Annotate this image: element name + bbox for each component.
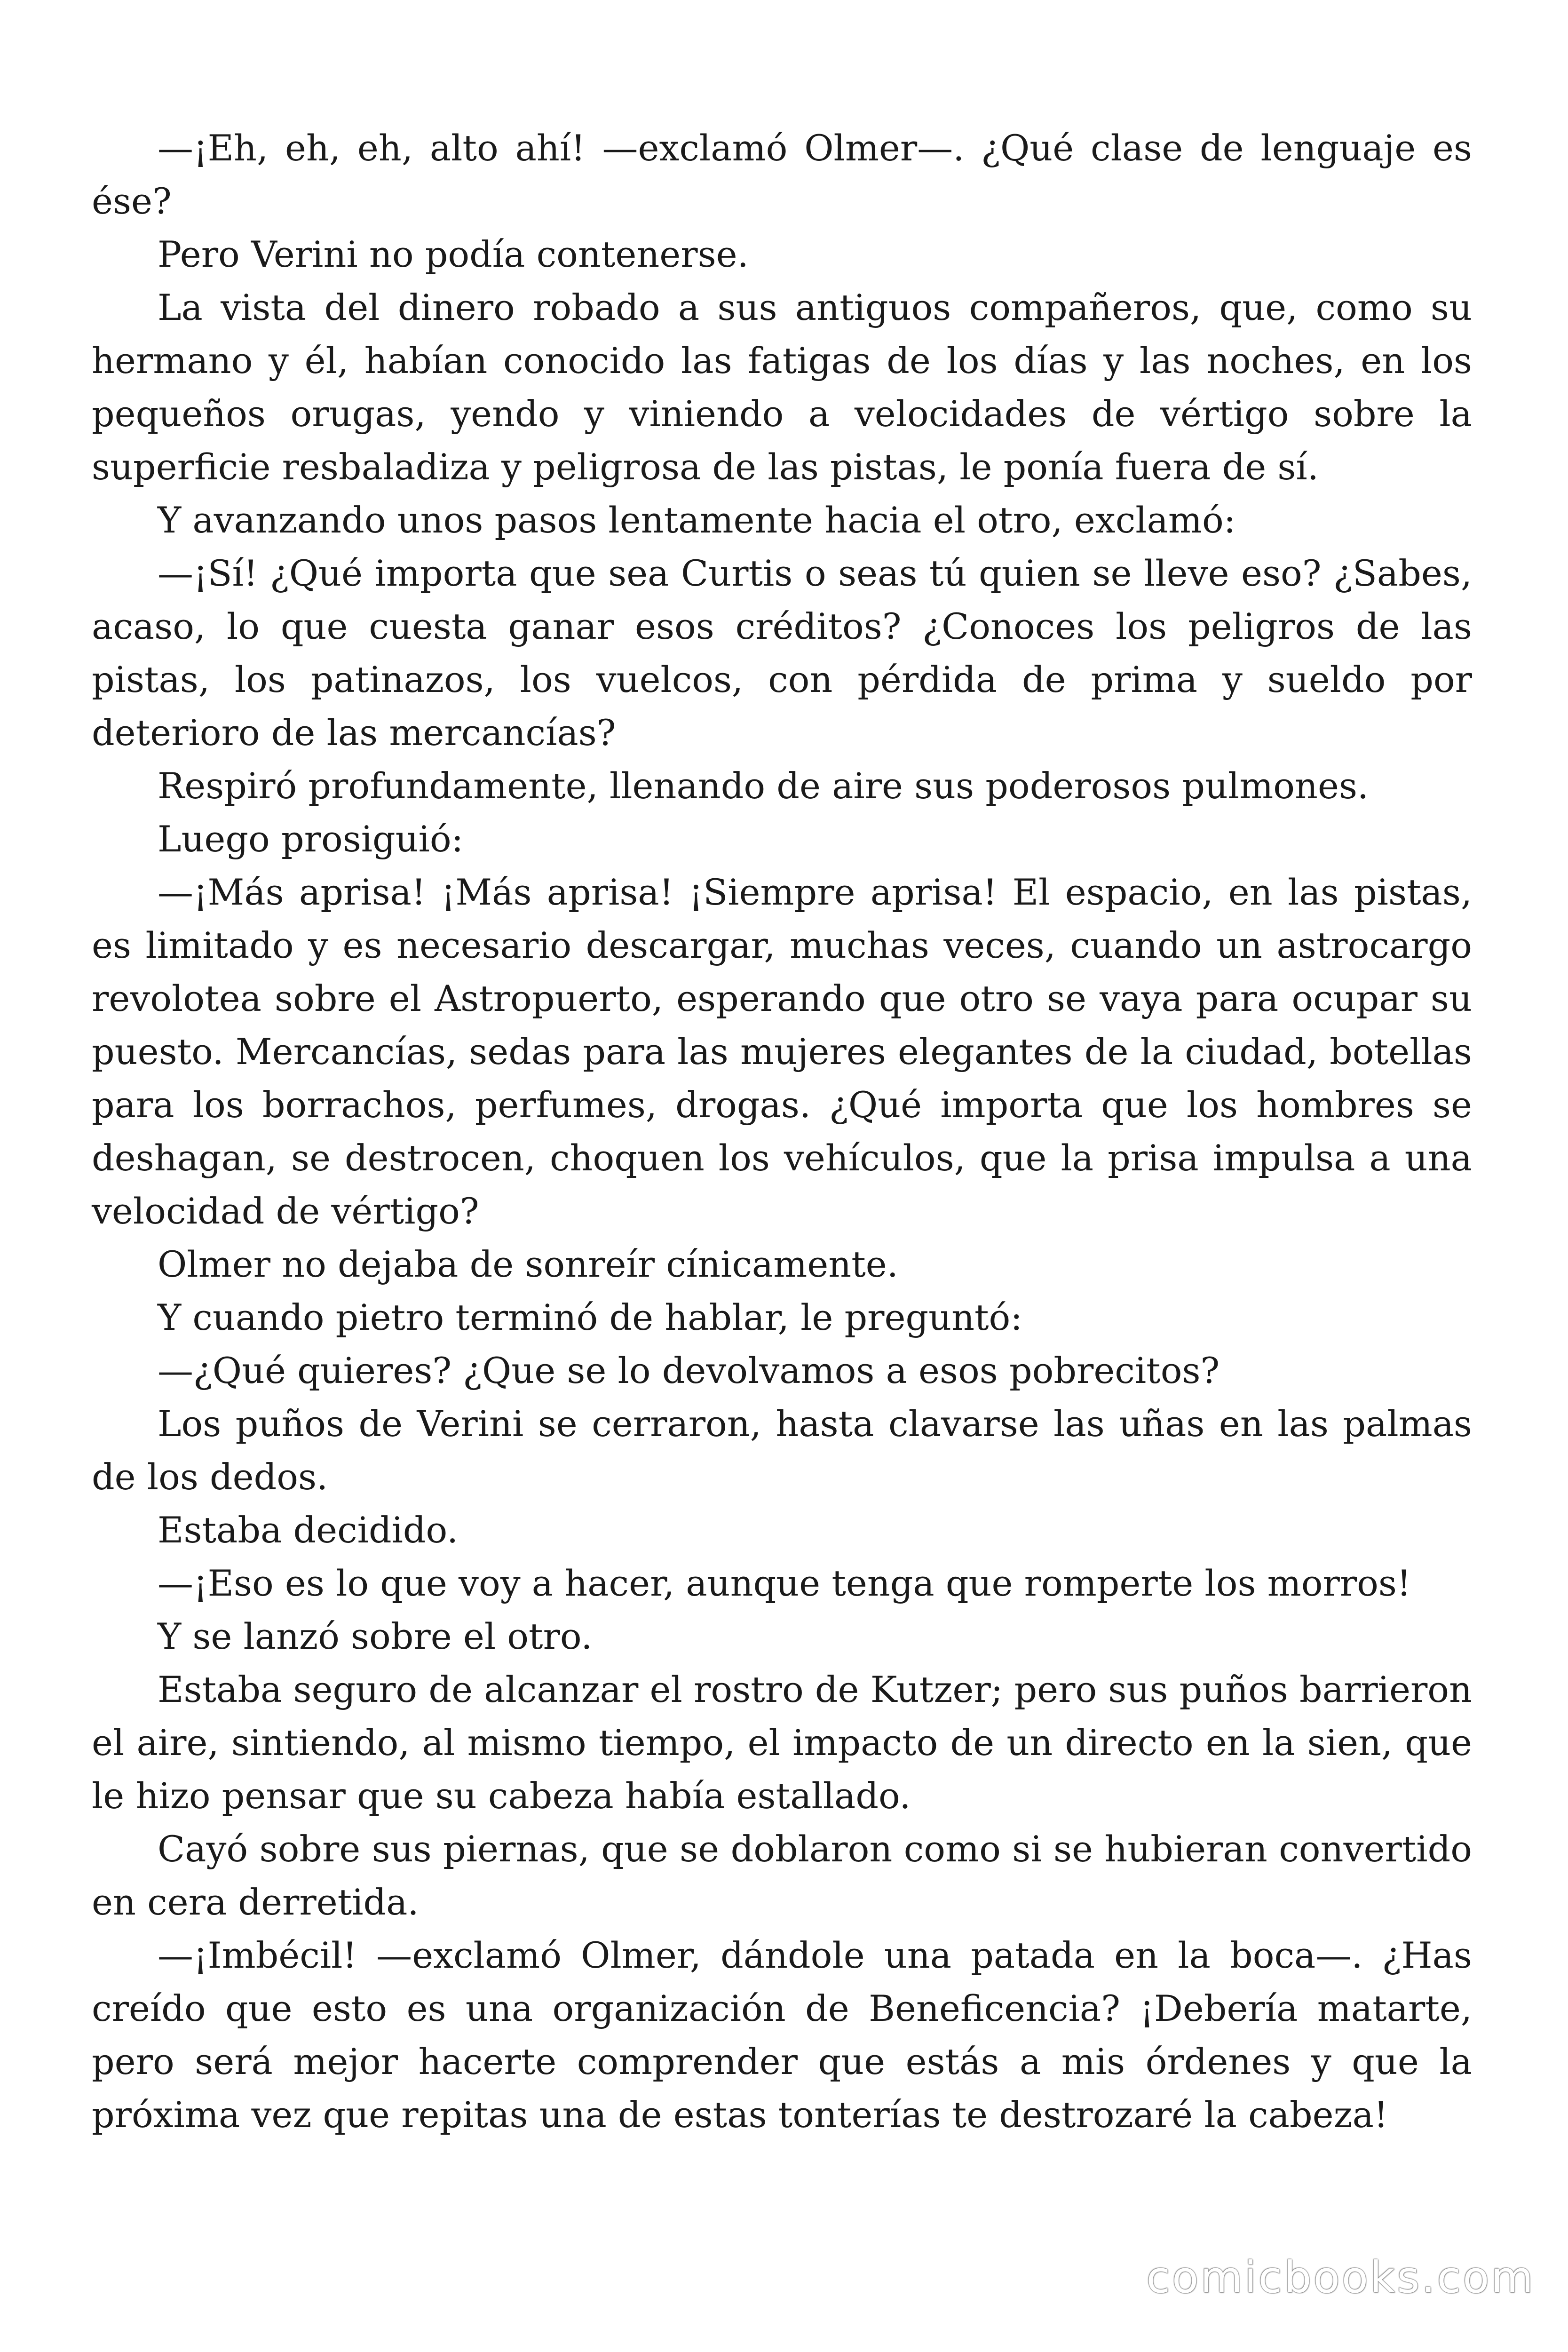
paragraph: Olmer no dejaba de sonreír cínicamente. xyxy=(158,1243,898,1285)
paragraph: —¿Qué quieres? ¿Que se lo devolvamos a esos pobrecitos? xyxy=(158,1350,1220,1391)
paragraph: Pero Verini no podía contenerse. xyxy=(158,233,749,275)
paragraph: La vista del dinero robado a sus antiguos compañeros, que, como su hermano y él, habían conocido las fatigas de los días y las noches, en los pequeños orugas, yendo y viniendo a velocidades de vértigo sobre la superficie resbaladiza y peligrosa de las pistas, le ponía fuera de sí. xyxy=(92,286,1472,488)
body-text xyxy=(92,121,1472,2141)
paragraph: —¡Sí! ¿Qué importa que sea Curtis o seas tú quien se lleve eso? ¿Sabes, acaso, lo que cuesta ganar esos créditos? ¿Conoces los peligros de las pistas, los patinazos, los vuelcos, con pérdida de prima y sueldo por deterioro de las mercancías? xyxy=(92,552,1472,754)
paragraph: —¡Eh, eh, eh, alto ahí! —exclamó Olmer—. ¿Qué clase de lenguaje es ése? xyxy=(92,127,1472,222)
paragraph: —¡Eso es lo que voy a hacer, aunque tenga que romperte los morros! xyxy=(158,1562,1411,1604)
paragraph: Los puños de Verini se cerraron, hasta clavarse las uñas en las palmas de los dedos. xyxy=(92,1403,1472,1498)
watermark: comicbooks.com xyxy=(1146,2252,1535,2303)
paragraph: Y avanzando unos pasos lentamente hacia el otro, exclamó: xyxy=(158,499,1236,541)
paragraph: Y se lanzó sobre el otro. xyxy=(158,1615,593,1657)
paragraph: Luego prosiguió: xyxy=(158,818,464,860)
paragraph: Cayó sobre sus piernas, que se doblaron como si se hubieran convertido en cera derretida. xyxy=(92,1828,1472,1923)
paragraph: Respiró profundamente, llenando de aire sus poderosos pulmones. xyxy=(158,765,1369,807)
paragraph: Estaba decidido. xyxy=(158,1509,459,1551)
paragraph: —¡Imbécil! —exclamó Olmer, dándole una patada en la boca—. ¿Has creído que esto es una organización de Beneficencia? ¡Debería matarte, pero será mejor hacerte comprender que estás a mis órdenes y que la próxima vez que repitas una de estas tonterías te destrozaré la cabeza! xyxy=(92,1934,1472,2136)
paragraph: Estaba seguro de alcanzar el rostro de Kutzer; pero sus puños barrieron el aire, sintiendo, al mismo tiempo, el impacto de un directo en la sien, que le hizo pensar que su cabeza había estallado. xyxy=(92,1669,1472,1817)
paragraph: —¡Más aprisa! ¡Más aprisa! ¡Siempre aprisa! El espacio, en las pistas, es limitado y es necesario descargar, muchas veces, cuando un astrocargo revolotea sobre el Astropuerto, esperando que otro se vaya para ocupar su puesto. Mercancías, sedas para las mujeres elegantes de la ciudad, botellas para los borrachos, perfumes, drogas. ¿Qué importa que los hombres se deshagan, se destrocen, choquen los vehículos, que la prisa impulsa a una velocidad de vértigo? xyxy=(92,871,1472,1232)
paragraph: Y cuando pietro terminó de hablar, le preguntó: xyxy=(158,1296,1022,1338)
